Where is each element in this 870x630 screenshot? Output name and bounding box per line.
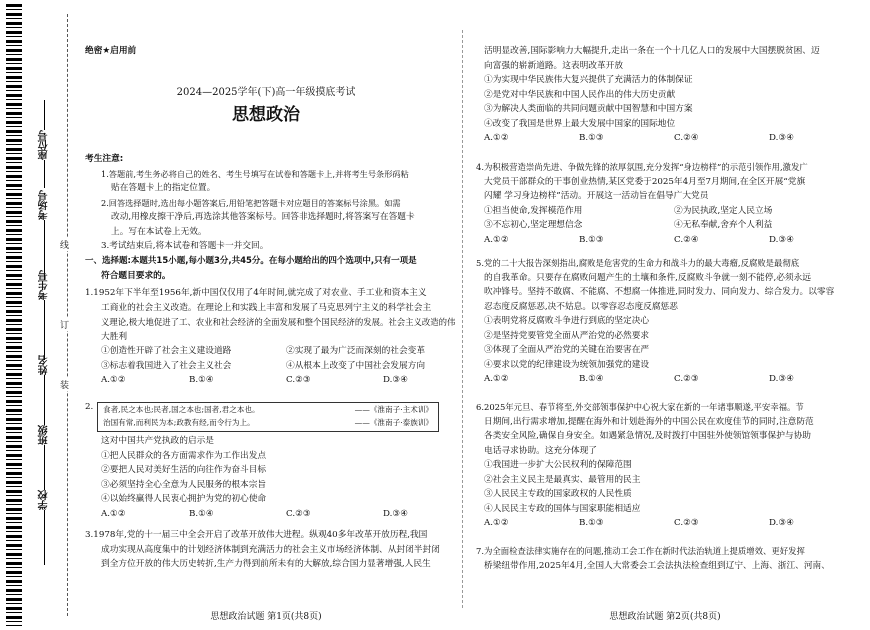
q5-option-4[interactable]: ④要求以党的纪律建设为统领加强党的建设 <box>484 359 650 370</box>
question-1: 1.1952年下半年至1956年,新中国仅仅用了4年时间,就完成了对农业、手工业和资本主义 工商业的社会主义改造。在理论上和实践上丰富和发展了马克思列宁主义的科学社会主 义理论,极大地促进了工、农业和社会经济的全面发展和整个国民经济的发展。社会主义改造的伟 大胜利 ①创造性开辟了社会主义建设道路 ②实现了最为广泛而深刻的社会变革 ③标志着我国进入了社会主义社会 ④从根本上改变了中国社会发展方向 A.①② B.①④ C.②③ D.③④ <box>85 286 447 388</box>
question-3-continued: 活明显改善,国际影响力大幅提升,走出一条在一个十几亿人口的发展中大国摆脱贫困、迈 向富强的崭新道路。这表明改革开放 ①为实现中华民族伟大复兴提供了充满活力的体制保证 ②是党对中华民族和中国人民作出的伟大历史贡献 ③为解决人类面临的共同问题贡献中国智慧和中国方案 ④改变了我国是世界上最大发展中国家的国际地位 A.①② B.①③ C.②④ D.③④ <box>484 44 846 146</box>
page-2 <box>476 0 846 630</box>
question-5: 5.党的二十大报告深刻指出,腐败是危害党的生命力和战斗力的最大毒瘤,反腐败是最彻底 的自我革命。只要存在腐败问题产生的土壤和条件,反腐败斗争就一刻不能停,必须永远 吹冲锋号。坚持不敢腐、不能腐、不想腐一体推进,同时发力、同向发力、综合发力。以零容 忍态度反腐惩恶,决不姑息。以零容忍态度反腐惩恶 ①表明党将反腐败斗争进行到底的坚定决心 ②是坚持党要管党全面从严治党的必然要求 ③体现了全面从严治党的关键在治要害在严 ④要求以党的纪律建设为统领加强党的建设 A.①② B.①④ C.②③ D.③④ <box>476 256 846 387</box>
q4-option-3[interactable]: ③不忘初心,坚定理想信念 <box>484 220 583 230</box>
question-6: 6.2025年元旦、春节将至,外交部领事保护中心祝大家在新的一年诸事顺遂,平安幸福。节 日期间,出行需求增加,提醒在海外和计划赴海外的中国公民在欢度佳节的同时,注意防范 各类安全风险,确保自身安全。如遇紧急情况,及时拨打中国驻外使领馆领事保护与协助 电话寻求协助。这充分体现了 ①我国进一步扩大公民权利的保障范围 ②社会主义民主是最真实、最管用的民主 ③人民民主专政的国家政权的人民性质 ④人民民主专政的国体与国家职能相适应 A.①② B.①③ C.②③ D.③④ <box>476 400 846 531</box>
question-7: 7.为全面检查法律实施存在的问题,推动工会工作在新时代法治轨道上提质增效、更好发挥 桥梁纽带作用,2025年4月,全国人大常委会工会法执法检查组到辽宁、上海、浙江、河南、 <box>476 546 830 571</box>
q1-option-2[interactable]: ②实现了最为广泛而深刻的社会变革 <box>286 346 425 356</box>
q4-option-2[interactable]: ②为民执政,坚定人民立场 <box>674 205 773 216</box>
q6-answer-d[interactable]: D.③④ <box>769 518 794 528</box>
q3-answer-c[interactable]: C.②④ <box>674 133 699 143</box>
notice-title: 考生注意: <box>85 154 124 164</box>
q4-answer-d[interactable]: D.③④ <box>769 234 794 245</box>
barcode-strip <box>6 4 22 626</box>
candidate-number-field[interactable]: 考生号 <box>34 270 54 360</box>
q6-option-4[interactable]: ④人民民主专政的国体与国家职能相适应 <box>484 503 641 514</box>
quote-box: 食者,民之本也;民者,国之本也;国者,君之本也。 ——《淮南子·主术训》 治国有常,而利民为本;政教有经,而令行为上。 ——《淮南子·泰族训》 <box>97 402 439 432</box>
cut-char-line: 线 <box>60 238 69 251</box>
q3-option-1[interactable]: ①为实现中华民族伟大复兴提供了充满活力的体制保证 <box>484 75 693 85</box>
cut-char-bind: 订 <box>60 318 69 331</box>
q5-answer-a[interactable]: A.①② <box>484 374 509 384</box>
q5-option-1[interactable]: ①表明党将反腐败斗争进行到底的坚定决心 <box>484 316 650 326</box>
q2-answer-c[interactable]: C.②③ <box>286 508 311 519</box>
q5-answer-d[interactable]: D.③④ <box>769 374 794 384</box>
q2-answer-d[interactable]: D.③④ <box>383 508 408 519</box>
q1-answer-c[interactable]: C.②③ <box>286 375 311 385</box>
q4-answer-b[interactable]: B.①③ <box>579 234 604 245</box>
q1-answer-b[interactable]: B.①④ <box>189 375 214 385</box>
section-one-header: 一、选择题:本题共15小题,每小题3分,共45分。在每小题给出的四个选项中,只有一项是 符合题目要求的。 <box>85 256 417 281</box>
q4-answer-a[interactable]: A.①② <box>484 234 509 245</box>
name-field[interactable]: 姓名 <box>34 355 54 425</box>
notice-block: 考生注意: 1.答题前,考生务必将自己的姓名、考生号填写在试卷和答题卡上,并将考生号条形码粘 贴在答题卡上的指定位置。 2.回答选择题时,选出每小题答案后,用铅笔把答题卡对应题目的答案标号涂黑。如需 改动,用橡皮擦干净后,再选涂其他答案标号。回答非选择题时,将答案写在答题卡 上。写在本试卷上无效。 3.考试结束后,将本试卷和答题卡一并交回。 <box>85 152 447 254</box>
q3-answer-a[interactable]: A.①② <box>484 133 509 143</box>
q5-option-3[interactable]: ③体现了全面从严治党的关键在治要害在严 <box>484 345 650 355</box>
q6-option-3[interactable]: ③人民民主专政的国家政权的人民性质 <box>484 489 632 499</box>
cut-char-pack: 装 <box>60 378 69 391</box>
q5-option-2[interactable]: ②是坚持党要管党全面从严治党的必然要求 <box>484 330 650 341</box>
q6-option-2[interactable]: ②社会主义民主是最真实、最管用的民主 <box>484 474 641 485</box>
page-2-footer: 思想政治试题 第2页(共8页) <box>609 611 721 622</box>
q3-option-3[interactable]: ③为解决人类面临的共同问题贡献中国智慧和中国方案 <box>484 104 693 114</box>
secret-label: 绝密★启用前 <box>85 46 137 56</box>
question-3: 3.1978年,党的十一届三中全会开启了改革开放伟大进程。纵观40多年改革开放历程,我国 成功实现从高度集中的计划经济体制到充满活力的社会主义市场经济体制、从封闭半封闭 到全方位开放的伟大历史转折,生产力得到前所未有的大解放,综合国力显著增强,人民生 <box>85 530 440 569</box>
q3-answer-b[interactable]: B.①③ <box>579 133 604 143</box>
exam-title: 2024—2025学年(下)高一年级摸底考试 <box>176 87 356 98</box>
q2-option-1[interactable]: ①把人民群众的各方面需求作为工作出发点 <box>101 450 267 461</box>
q4-option-4[interactable]: ④无私奉献,舍弃个人利益 <box>674 220 773 230</box>
q2-option-3[interactable]: ③必须坚持全心全意为人民服务的根本宗旨 <box>101 479 267 490</box>
q2-option-2[interactable]: ②要把人民对美好生活的向往作为奋斗目标 <box>101 465 267 475</box>
question-4: 4.为积极营造崇尚先进、争做先锋的浓厚氛围,充分发挥“身边榜样”的示范引领作用,激发广 大党员干部群众的干事创业热情,某区党委于2025年4月至7月期间,在全区开展“党旗 闪耀 学习身边榜样”活动。开展这一活动旨在倡导广大党员 ①担当使命,发挥模范作用 ②为民执政,坚定人民立场 ③不忘初心,坚定理想信念 ④无私奉献,舍弃个人利益 A.①② B.①③ C.②④ D.③④ <box>476 160 846 247</box>
q2-option-4[interactable]: ④以始终赢得人民衷心拥护为党的初心使命 <box>101 494 267 504</box>
q3-answer-d[interactable]: D.③④ <box>769 133 794 143</box>
question-2: 2. 食者,民之本也;民者,国之本也;国者,君之本也。 ——《淮南子·主术训》 治国有常,而利民为本;政教有经,而令行为上。 ——《淮南子·泰族训》 这对中国共产党执政的启示是 ①把人民群众的各方面需求作为工作出发点 ②要把人民对美好生活的向往作为奋斗目标 ③必须坚持全心全意为人民服务的根本宗旨 ④以始终赢得人民衷心拥护为党的初心使命 A.①② B.①④ C.②③ D.③④ <box>85 400 447 521</box>
q6-answer-a[interactable]: A.①② <box>484 518 509 528</box>
binding-margin <box>0 0 80 630</box>
q3-option-4[interactable]: ④改变了我国是世界上最大发展中国家的国际地位 <box>484 118 676 129</box>
page-1 <box>85 0 456 630</box>
column-divider <box>462 30 463 608</box>
q2-answer-a[interactable]: A.①② <box>101 508 126 519</box>
q1-answer-d[interactable]: D.③④ <box>383 375 408 385</box>
school-field[interactable]: 学校 <box>34 490 54 565</box>
q4-answer-c[interactable]: C.②④ <box>674 234 699 245</box>
q5-answer-b[interactable]: B.①④ <box>579 374 604 384</box>
room-number-field[interactable]: 考场号 <box>34 190 54 280</box>
seat-number-field[interactable]: 座位号 <box>34 100 54 188</box>
class-field[interactable]: 班级 <box>34 425 54 490</box>
q3-option-2[interactable]: ②是党对中华民族和中国人民作出的伟大历史贡献 <box>484 89 676 100</box>
page-1-footer: 思想政治试题 第1页(共8页) <box>210 611 322 622</box>
q1-option-3[interactable]: ③标志着我国进入了社会主义社会 <box>101 360 232 371</box>
q2-answer-b[interactable]: B.①④ <box>189 508 214 519</box>
q5-answer-c[interactable]: C.②③ <box>674 374 699 384</box>
q1-option-4[interactable]: ④从根本上改变了中国社会发展方向 <box>286 360 425 371</box>
q1-answer-a[interactable]: A.①② <box>101 375 126 385</box>
q1-option-1[interactable]: ①创造性开辟了社会主义建设道路 <box>101 346 232 356</box>
cut-line <box>67 14 68 616</box>
q4-option-1[interactable]: ①担当使命,发挥模范作用 <box>484 205 583 216</box>
q6-option-1[interactable]: ①我国进一步扩大公民权利的保障范围 <box>484 460 632 470</box>
subject-title: 思想政治 <box>232 105 300 125</box>
q6-answer-b[interactable]: B.①③ <box>579 518 604 528</box>
q6-answer-c[interactable]: C.②③ <box>674 518 699 528</box>
